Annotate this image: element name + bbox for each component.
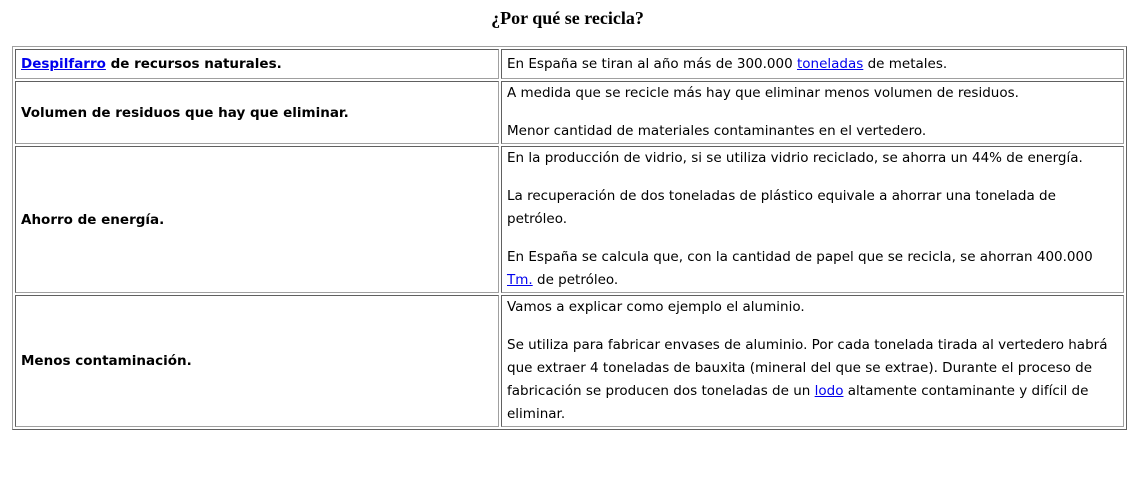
table-row	[15, 81, 1124, 144]
explanation-paragraph	[507, 334, 1118, 426]
explanation-paragraph	[507, 53, 1118, 76]
explanation-text: de petróleo.	[532, 272, 619, 288]
table-row	[15, 295, 1124, 427]
tm-link[interactable]: Tm.	[507, 272, 533, 288]
explanation-paragraph: Menor cantidad de materiales contaminantes en el vertedero.	[507, 123, 927, 139]
reason-cell: Volumen de residuos que hay que eliminar.	[15, 81, 499, 144]
reason-cell: Ahorro de energía.	[15, 146, 499, 293]
despilfarro-link[interactable]: Despilfarro	[21, 56, 106, 72]
explanation-paragraph: Vamos a explicar como ejemplo el aluminio.	[507, 299, 805, 315]
reason-cell: Menos contaminación.	[15, 295, 499, 427]
explanation-text: altamente contaminante y difícil de eliminar.	[507, 383, 1089, 422]
explanation-text: En España se tiran al año más de 300.000	[507, 55, 797, 72]
explanation-text: Se utiliza para fabricar envases de aluminio. Por cada tonelada tirada al vertedero habrá que extraer 4 toneladas de bauxita (mineral del que se extrae). Durante el proceso de fabricación se producen dos toneladas de un	[507, 337, 1108, 399]
table-row	[15, 49, 1124, 79]
explanation-cell	[501, 295, 1124, 427]
explanation-text: En España se calcula que, con la cantidad de papel que se recicla, se ahorran 400.000	[507, 249, 1093, 265]
toneladas-link[interactable]: toneladas	[796, 55, 864, 72]
explanation-cell	[501, 49, 1124, 79]
reason-text: de recursos naturales.	[105, 56, 282, 72]
recycling-reasons-table	[12, 46, 1127, 430]
reason-cell	[15, 49, 499, 79]
explanation-cell	[501, 146, 1124, 293]
page-title: ¿Por qué se recicla?	[491, 8, 644, 28]
explanation-paragraph	[507, 246, 1118, 292]
explanation-cell	[501, 81, 1124, 144]
explanation-paragraph: A medida que se recicle más hay que eliminar menos volumen de residuos.	[507, 85, 1019, 101]
explanation-paragraph: En la producción de vidrio, si se utiliza vidrio reciclado, se ahorra un 44% de energía.	[507, 150, 1083, 166]
explanation-text: de metales.	[863, 55, 948, 72]
explanation-paragraph: La recuperación de dos toneladas de plástico equivale a ahorrar una tonelada de petróleo.	[507, 188, 1056, 227]
lodo-link[interactable]: lodo	[814, 383, 844, 399]
table-row	[15, 146, 1124, 293]
